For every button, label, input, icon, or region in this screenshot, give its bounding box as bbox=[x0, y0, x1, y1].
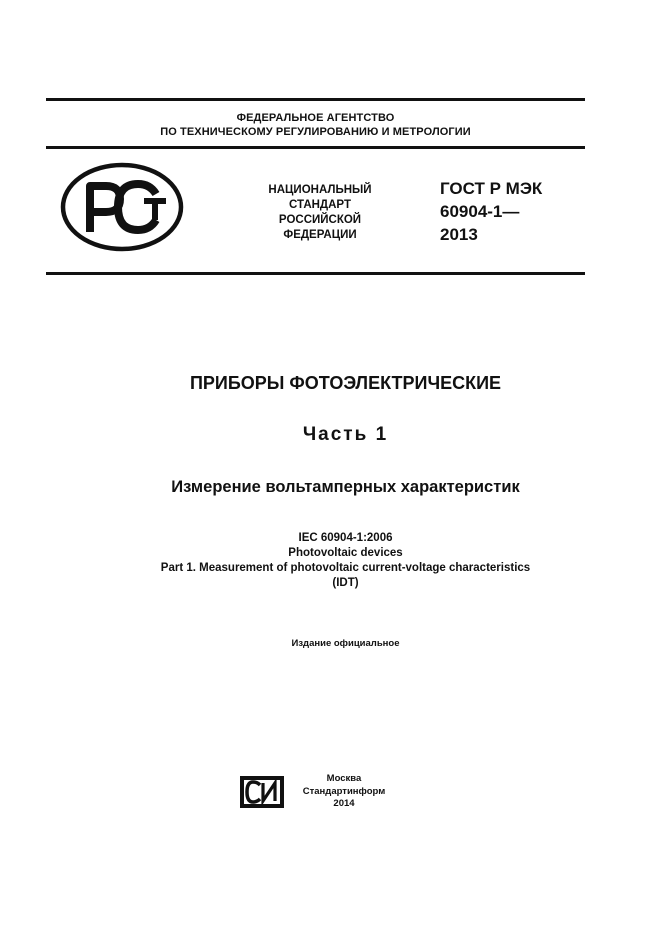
iec-line-1: IEC 60904-1:2006 bbox=[298, 532, 393, 544]
national-line-1: НАЦИОНАЛЬНЫЙ bbox=[268, 184, 372, 196]
national-line-2: СТАНДАРТ bbox=[289, 199, 351, 211]
edition-label: Издание официальное bbox=[291, 638, 400, 649]
rst-logo-icon bbox=[60, 162, 184, 252]
iec-line-2: Photovoltaic devices bbox=[288, 547, 403, 559]
standard-designation bbox=[440, 177, 542, 246]
national-line-3: РОССИЙСКОЙ bbox=[278, 214, 362, 226]
publisher-name: Стандартинформ bbox=[302, 785, 386, 797]
iec-line-3: Part 1. Measurement of photovoltaic current-voltage characteristics bbox=[160, 562, 531, 574]
national-standard-label bbox=[240, 183, 400, 243]
agency-header bbox=[46, 111, 585, 139]
publisher-city: Москва bbox=[326, 773, 362, 784]
publisher-year: 2014 bbox=[333, 798, 355, 809]
document-title: ПРИБОРЫ ФОТОЭЛЕКТРИЧЕСКИЕ bbox=[189, 373, 502, 393]
standard-rule bbox=[46, 272, 585, 275]
agency-line-2: ПО ТЕХНИЧЕСКОМУ РЕГУЛИРОВАНИЮ И МЕТРОЛОГИИ bbox=[160, 126, 471, 138]
standartinform-logo bbox=[239, 775, 285, 809]
rst-logo bbox=[60, 162, 184, 252]
standartinform-logo-icon bbox=[239, 775, 285, 809]
designation-line-2: 60904-1— bbox=[440, 202, 520, 221]
iec-reference bbox=[0, 531, 661, 591]
top-rule bbox=[46, 98, 585, 101]
header-rule bbox=[46, 146, 585, 149]
iec-line-4: (IDT) bbox=[332, 577, 359, 589]
national-line-4: ФЕДЕРАЦИИ bbox=[283, 229, 357, 241]
agency-line-1: ФЕДЕРАЛЬНОЕ АГЕНТСТВО bbox=[236, 112, 395, 124]
designation-line-3: 2013 bbox=[440, 225, 478, 244]
document-subtitle: Измерение вольтамперных характеристик bbox=[171, 478, 520, 496]
document-part: Часть 1 bbox=[302, 424, 389, 445]
designation-line-1: ГОСТ Р МЭК bbox=[440, 179, 543, 198]
publisher-info bbox=[294, 773, 394, 811]
